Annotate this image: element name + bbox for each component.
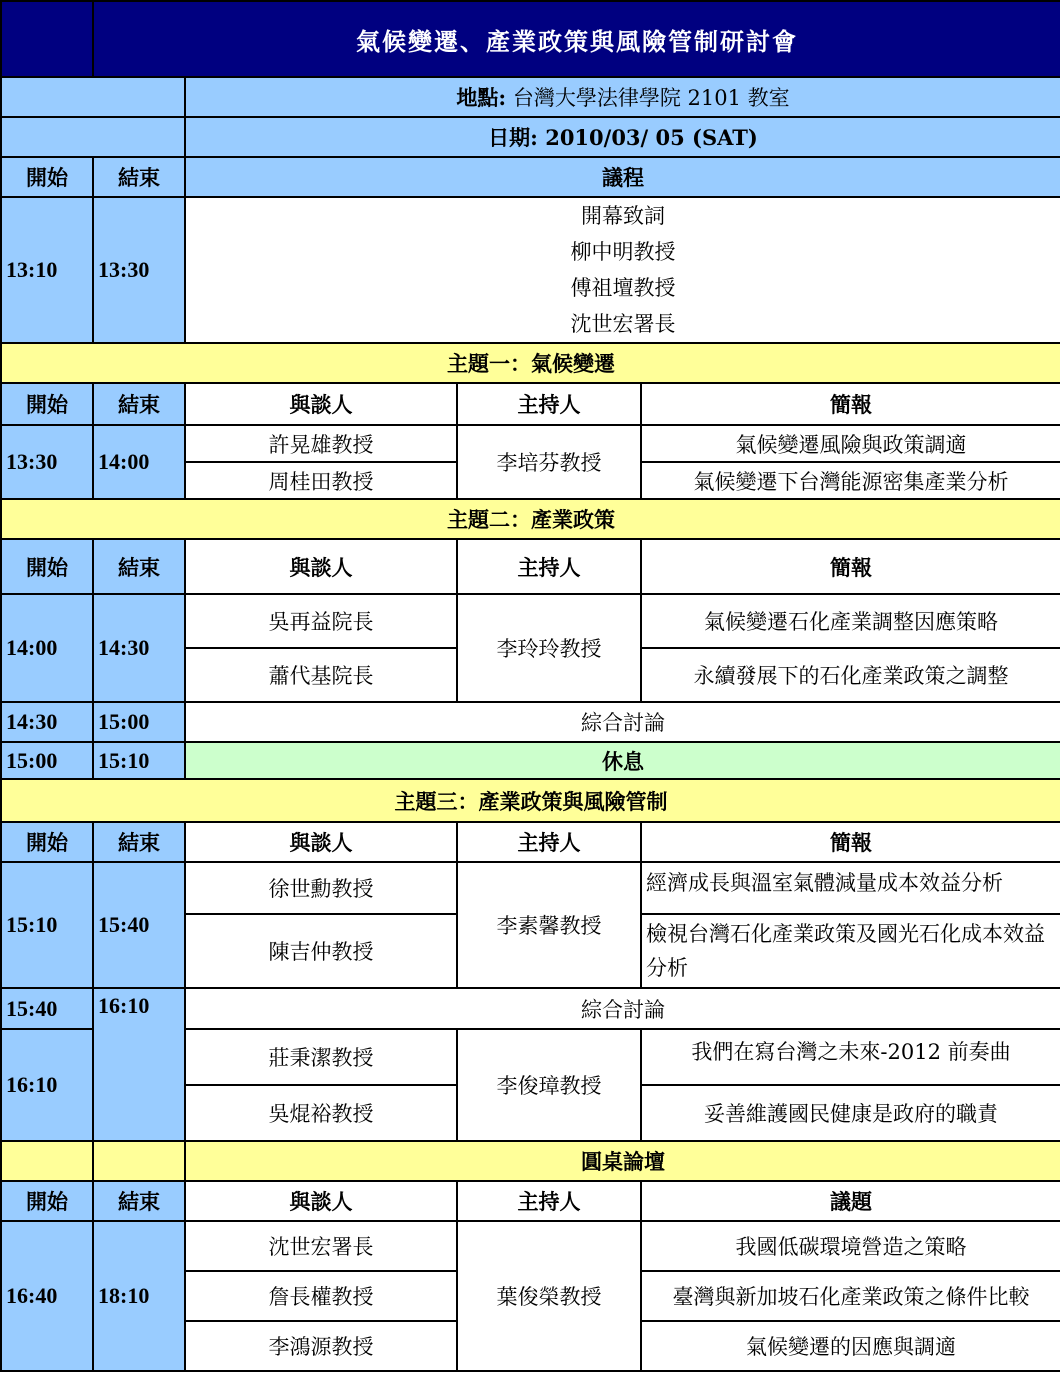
- col-end-header: 結束: [93, 539, 185, 594]
- session4-start: 16:10: [1, 1029, 93, 1141]
- opening-line: 開幕致詞: [581, 204, 665, 228]
- col-agenda-header: 議程: [185, 157, 1060, 197]
- moderator-cell: 李素馨教授: [457, 862, 641, 988]
- col-start-header: 開始: [1, 1181, 93, 1221]
- topic1-end: 14:00: [93, 425, 185, 499]
- opening-end: 13:30: [93, 197, 185, 343]
- speaker-cell: 吳再益院長: [185, 594, 457, 648]
- col-moderator-header: 主持人: [457, 383, 641, 425]
- break-start: 15:00: [1, 742, 93, 779]
- col-moderator-header: 主持人: [457, 822, 641, 862]
- col-end-header: 結束: [93, 1181, 185, 1221]
- topic1-start: 13:30: [1, 425, 93, 499]
- page-title: 氣候變遷、產業政策與風險管制研討會: [93, 1, 1060, 77]
- col-moderator-header: 主持人: [457, 539, 641, 594]
- date-value: 2010/03/ 05 (SAT): [545, 125, 758, 150]
- speaker-cell: 李鴻源教授: [185, 1321, 457, 1371]
- break-end: 15:10: [93, 742, 185, 779]
- discussion1-start: 14:30: [1, 702, 93, 742]
- topic2-end: 14:30: [93, 594, 185, 702]
- briefing-cell: 妥善維護國民健康是政府的職責: [641, 1085, 1060, 1141]
- discussion1-label: 綜合討論: [185, 702, 1060, 742]
- speaker-cell: 詹長權教授: [185, 1271, 457, 1321]
- briefing-cell: 檢視台灣石化產業政策及國光石化成本效益分析: [641, 914, 1060, 988]
- speaker-cell: 蕭代基院長: [185, 648, 457, 702]
- col-start-header: 開始: [1, 383, 93, 425]
- discussion2-end: 16:10: [93, 988, 185, 1141]
- speaker-cell: 周桂田教授: [185, 462, 457, 499]
- col-end-header: 結束: [93, 383, 185, 425]
- speaker-cell: 沈世宏署長: [185, 1221, 457, 1271]
- col-speaker-header: 與談人: [185, 1181, 457, 1221]
- topic-cell: 氣候變遷的因應與調適: [641, 1321, 1060, 1371]
- topic1-title: 主題一：氣候變遷: [1, 343, 1060, 383]
- briefing-cell: 經濟成長與溫室氣體減量成本效益分析: [641, 862, 1060, 914]
- col-topic-header: 議題: [641, 1181, 1060, 1221]
- col-briefing-header: 簡報: [641, 539, 1060, 594]
- col-briefing-header: 簡報: [641, 383, 1060, 425]
- topic2-title: 主題二：產業政策: [1, 499, 1060, 539]
- speaker-cell: 許晃雄教授: [185, 425, 457, 462]
- topic-cell: 臺灣與新加坡石化產業政策之條件比較: [641, 1271, 1060, 1321]
- col-moderator-header: 主持人: [457, 1181, 641, 1221]
- briefing-cell: 氣候變遷下台灣能源密集產業分析: [641, 462, 1060, 499]
- speaker-cell: 陳吉仲教授: [185, 914, 457, 988]
- location-value: 台灣大學法律學院 2101 教室: [512, 86, 790, 110]
- topic2-start: 14:00: [1, 594, 93, 702]
- opening-line: 傅祖壇教授: [570, 276, 676, 300]
- topic3-start: 15:10: [1, 862, 93, 988]
- discussion2-start: 15:40: [1, 988, 93, 1029]
- col-speaker-header: 與談人: [185, 539, 457, 594]
- briefing-cell: 我們在寫台灣之未來-2012 前奏曲: [641, 1029, 1060, 1085]
- moderator-cell: 李俊璋教授: [457, 1029, 641, 1141]
- location-cell: [185, 77, 1060, 117]
- roundtable-start: 16:40: [1, 1221, 93, 1371]
- opening-line: 沈世宏署長: [570, 312, 676, 336]
- col-speaker-header: 與談人: [185, 822, 457, 862]
- col-start-header: 開始: [1, 539, 93, 594]
- discussion1-end: 15:00: [93, 702, 185, 742]
- col-end-header: 結束: [93, 822, 185, 862]
- moderator-cell: 李培芬教授: [457, 425, 641, 499]
- col-speaker-header: 與談人: [185, 383, 457, 425]
- col-start-header: 開始: [1, 822, 93, 862]
- briefing-cell: 永續發展下的石化產業政策之調整: [641, 648, 1060, 702]
- roundtable-title: 圓桌論壇: [185, 1141, 1060, 1181]
- moderator-cell: 李玲玲教授: [457, 594, 641, 702]
- briefing-cell: 氣候變遷風險與政策調適: [641, 425, 1060, 462]
- col-briefing-header: 簡報: [641, 822, 1060, 862]
- location-label: 地點:: [456, 85, 507, 110]
- col-end-header: 結束: [93, 157, 185, 197]
- discussion2-label: 綜合討論: [185, 988, 1060, 1029]
- briefing-cell: 氣候變遷石化產業調整因應策略: [641, 594, 1060, 648]
- col-start-header: 開始: [1, 157, 93, 197]
- opening-line: 柳中明教授: [570, 240, 676, 264]
- moderator-cell: 葉俊榮教授: [457, 1221, 641, 1371]
- topic-cell: 我國低碳環境營造之策略: [641, 1221, 1060, 1271]
- speaker-cell: 莊秉潔教授: [185, 1029, 457, 1085]
- speaker-cell: 徐世勳教授: [185, 862, 457, 914]
- topic3-title: 主題三：產業政策與風險管制: [1, 779, 1060, 822]
- topic3-end: 15:40: [93, 862, 185, 988]
- date-label: 日期:: [488, 125, 538, 150]
- break-label: 休息: [185, 742, 1060, 779]
- date-cell: [185, 117, 1060, 157]
- roundtable-end: 18:10: [93, 1221, 185, 1371]
- opening-start: 13:10: [1, 197, 93, 343]
- speaker-cell: 吳焜裕教授: [185, 1085, 457, 1141]
- opening-agenda: [185, 197, 1060, 343]
